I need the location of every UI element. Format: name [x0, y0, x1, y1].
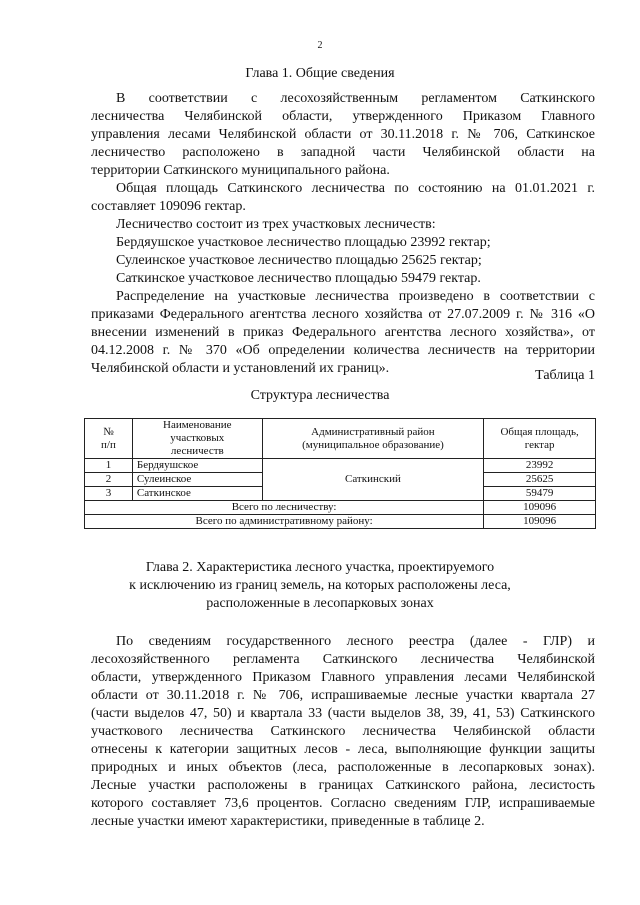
row-name: Сулеинское [132, 473, 262, 487]
total-district-label: Всего по административному району: [85, 515, 484, 529]
text-line: управления лесами Челябинской области от 30.11.2018 г. № 706, Саткинское [91, 127, 595, 142]
chapter1-paragraph-3 [91, 216, 595, 288]
text-line: отнесены к категории защитных лесов - леса, выполняющие функции защиты [91, 742, 595, 757]
header-district: Административный район (муниципальное образование) [262, 419, 484, 459]
title-line: Глава 2. Характеристика лесного участка, проектируемого [145, 560, 495, 575]
forestry-structure-table [84, 418, 596, 529]
text-line: области, утвержденного Приказом Главного управления лесами Челябинской [91, 670, 595, 685]
text-line: лесохозяйственного регламента Саткинского лесничества Челябинской [91, 652, 595, 667]
total-forestry-value: 109096 [484, 501, 596, 515]
chapter2-paragraph-1 [91, 633, 595, 831]
district-cell: Саткинский [262, 459, 484, 501]
chapter1-paragraph-1 [91, 90, 595, 180]
text-line: внесении изменений в приказ Федерального агентства лесного хозяйства», от [91, 325, 595, 340]
row-area: 23992 [484, 459, 596, 473]
text-line: Лесничество состоит из трех участковых лесничеств: [116, 217, 436, 232]
row-num: 1 [85, 459, 133, 473]
row-name: Саткинское [132, 487, 262, 501]
title-line: расположенные в лесопарковых зонах [206, 596, 434, 611]
text-line: Общая площадь Саткинского лесничества по состоянию на 01.01.2021 г. [116, 181, 595, 196]
row-num: 2 [85, 473, 133, 487]
text-line: В соответствии с лесохозяйственным регламентом Саткинского [116, 91, 595, 106]
page-number: 2 [317, 40, 323, 51]
row-area: 59479 [484, 487, 596, 501]
table1-caption: Структура лесничества [250, 388, 390, 403]
text-line: области от 30.11.2018 г. № 706, испрашиваемые лесные участки квартала 27 [91, 688, 595, 703]
chapter1-title: Глава 1. Общие сведения [245, 66, 395, 81]
text-line: Распределение на участковые лесничества произведено в соответствии с [116, 289, 595, 304]
row-area: 25625 [484, 473, 596, 487]
header-name: Наименование участковых лесничеств [132, 419, 262, 459]
text-line: приказами Федерального агентства лесного хозяйства от 27.07.2009 г. № 316 «О [91, 307, 595, 322]
text-line: Саткинское участковое лесничество площадью 59479 гектар. [116, 271, 481, 286]
text-line: территории Саткинского муниципального района. [91, 163, 390, 178]
text-line: составляет 109096 гектар. [91, 199, 246, 214]
chapter1-paragraph-2 [91, 180, 595, 216]
text-line: которого составляет 73,6 процентов. Согласно сведениям ГЛР, испрашиваемые [91, 796, 595, 811]
text-line: По сведениям государственного лесного реестра (далее - ГЛР) и [116, 634, 595, 649]
text-line: Бердяушское участковое лесничество площадью 23992 гектар; [116, 235, 491, 250]
total-forestry-label: Всего по лесничеству: [85, 501, 484, 515]
text-line: участкового лесничества Саткинского лесничества Челябинской области [91, 724, 595, 739]
title-line: к исключению из границ земель, на которых расположены леса, [129, 578, 511, 593]
text-line: лесничество расположено в западной части Челябинской области на [91, 145, 595, 160]
header-area: Общая площадь, гектар [484, 419, 596, 459]
header-num: № п/п [85, 419, 133, 459]
text-line: лесничества Челябинской области, утвержденного Приказом Главного [91, 109, 595, 124]
text-line: 04.12.2008 г. № 370 «Об определении количества лесничеств на территории [91, 343, 595, 358]
table1-number: Таблица 1 [535, 368, 595, 383]
total-district-row [85, 515, 596, 529]
text-line: лесные участки имеют характеристики, приведенные в таблице 2. [91, 814, 485, 829]
chapter2-title [0, 559, 640, 613]
row-num: 3 [85, 487, 133, 501]
table-header-row [85, 419, 596, 459]
table-row [85, 459, 596, 473]
chapter1-paragraph-7 [91, 288, 595, 378]
text-line: Лесные участки расположены в границах Саткинского района, лесистость [91, 778, 595, 793]
total-forestry-row [85, 501, 596, 515]
text-line: (части выделов 47, 50) и квартала 33 (части выделов 38, 39, 41, 53) Саткинского [91, 706, 595, 721]
text-line: Челябинской области и установлений их границ». [91, 361, 390, 376]
text-line: Сулеинское участковое лесничество площадью 25625 гектар; [116, 253, 482, 268]
total-district-value: 109096 [484, 515, 596, 529]
row-name: Бердяушское [132, 459, 262, 473]
text-line: природных и иных объектов (леса, расположенные в лесопарковых зонах). [91, 760, 595, 775]
